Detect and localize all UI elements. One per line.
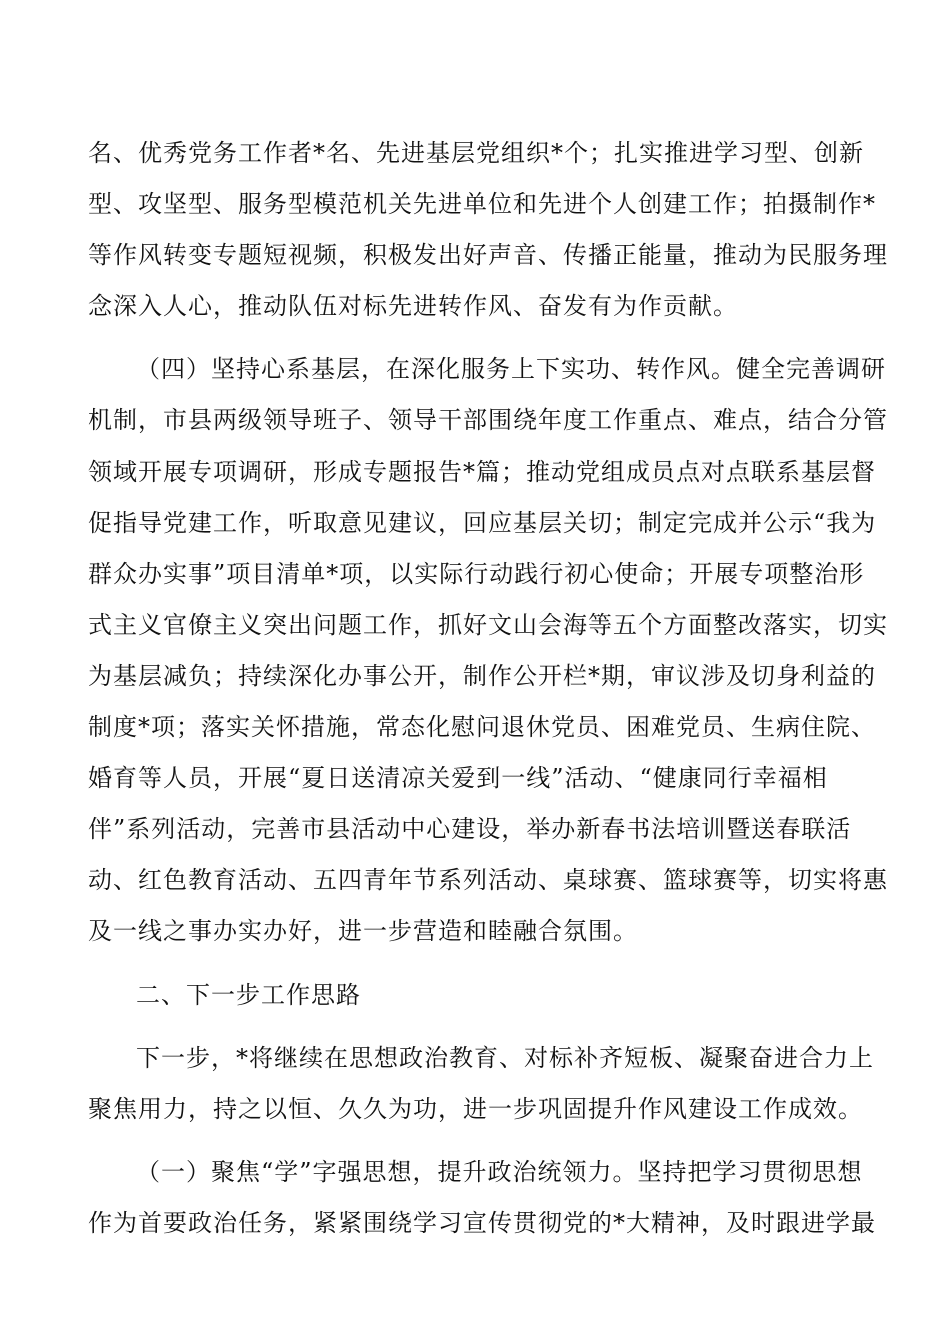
text-line: 及一线之事办实办好，进一步营造和睦融合氛围。 <box>88 917 638 946</box>
text-line: （一）聚焦“学”字强思想，提升政治统领力。坚持把学习贯彻思想 <box>136 1157 863 1186</box>
text-line: 机制，市县两级领导班子、领导干部围绕年度工作重点、难点，结合分管 <box>88 406 888 435</box>
text-line: 促指导党建工作，听取意见建议，回应基层关切；制定完成并公示“我为 <box>88 508 877 537</box>
text-line: 动、红色教育活动、五四青年节系列活动、桌球赛、篮球赛等，切实将惠 <box>88 866 888 895</box>
text-line: 聚焦用力，持之以恒、久久为功，进一步巩固提升作风建设工作成效。 <box>88 1094 863 1123</box>
text-line: 伴”系列活动，完善市县活动中心建设，举办新春书法培训暨送春联活 <box>88 815 852 844</box>
text-line: 领域开展专项调研，形成专题报告*篇；推动党组成员点对点联系基层督 <box>88 457 876 486</box>
paragraph-gap <box>88 332 864 344</box>
paragraph-gap <box>88 1021 864 1033</box>
paragraph-4 <box>88 1147 876 1249</box>
text-line: 型、攻坚型、服务型模范机关先进单位和先进个人创建工作；拍摄制作* <box>88 190 876 219</box>
paragraph-3 <box>88 1033 874 1135</box>
document-body <box>88 128 888 1249</box>
text-line: 婚育等人员，开展“夏日送清凉关爱到一线”活动、“健康同行幸福相 <box>88 764 828 793</box>
paragraph-2 <box>88 344 888 957</box>
section-heading: 二、下一步工作思路 <box>136 980 361 1009</box>
text-line: 为基层减负；持续深化办事公开，制作公开栏*期，审议涉及切身利益的 <box>88 661 876 690</box>
text-line: 制度*项；落实关怀措施，常态化慰问退休党员、困难党员、生病住院、 <box>88 713 876 742</box>
paragraph-gap <box>88 958 864 970</box>
text-line: （四）坚持心系基层，在深化服务上下实功、转作风。健全完善调研 <box>136 355 886 384</box>
text-line: 式主义官僚主义突出问题工作，抓好文山会海等五个方面整改落实，切实 <box>88 610 888 639</box>
text-line: 群众办实事”项目清单*项，以实际行动践行初心使命；开展专项整治形 <box>88 559 865 588</box>
text-line: 念深入人心，推动队伍对标先进转作风、奋发有为作贡献。 <box>88 292 738 321</box>
text-line: 下一步，*将继续在思想政治教育、对标补齐短板、凝聚奋进合力上 <box>136 1043 874 1072</box>
text-line: 作为首要政治任务，紧紧围绕学习宣传贯彻党的*大精神，及时跟进学最 <box>88 1208 876 1237</box>
paragraph-gap <box>88 1135 864 1147</box>
paragraph-1 <box>88 128 888 332</box>
text-line: 名、优秀党务工作者*名、先进基层党组织*个；扎实推进学习型、创新 <box>88 139 864 167</box>
text-line: 等作风转变专题短视频，积极发出好声音、传播正能量，推动为民服务理 <box>88 241 888 270</box>
